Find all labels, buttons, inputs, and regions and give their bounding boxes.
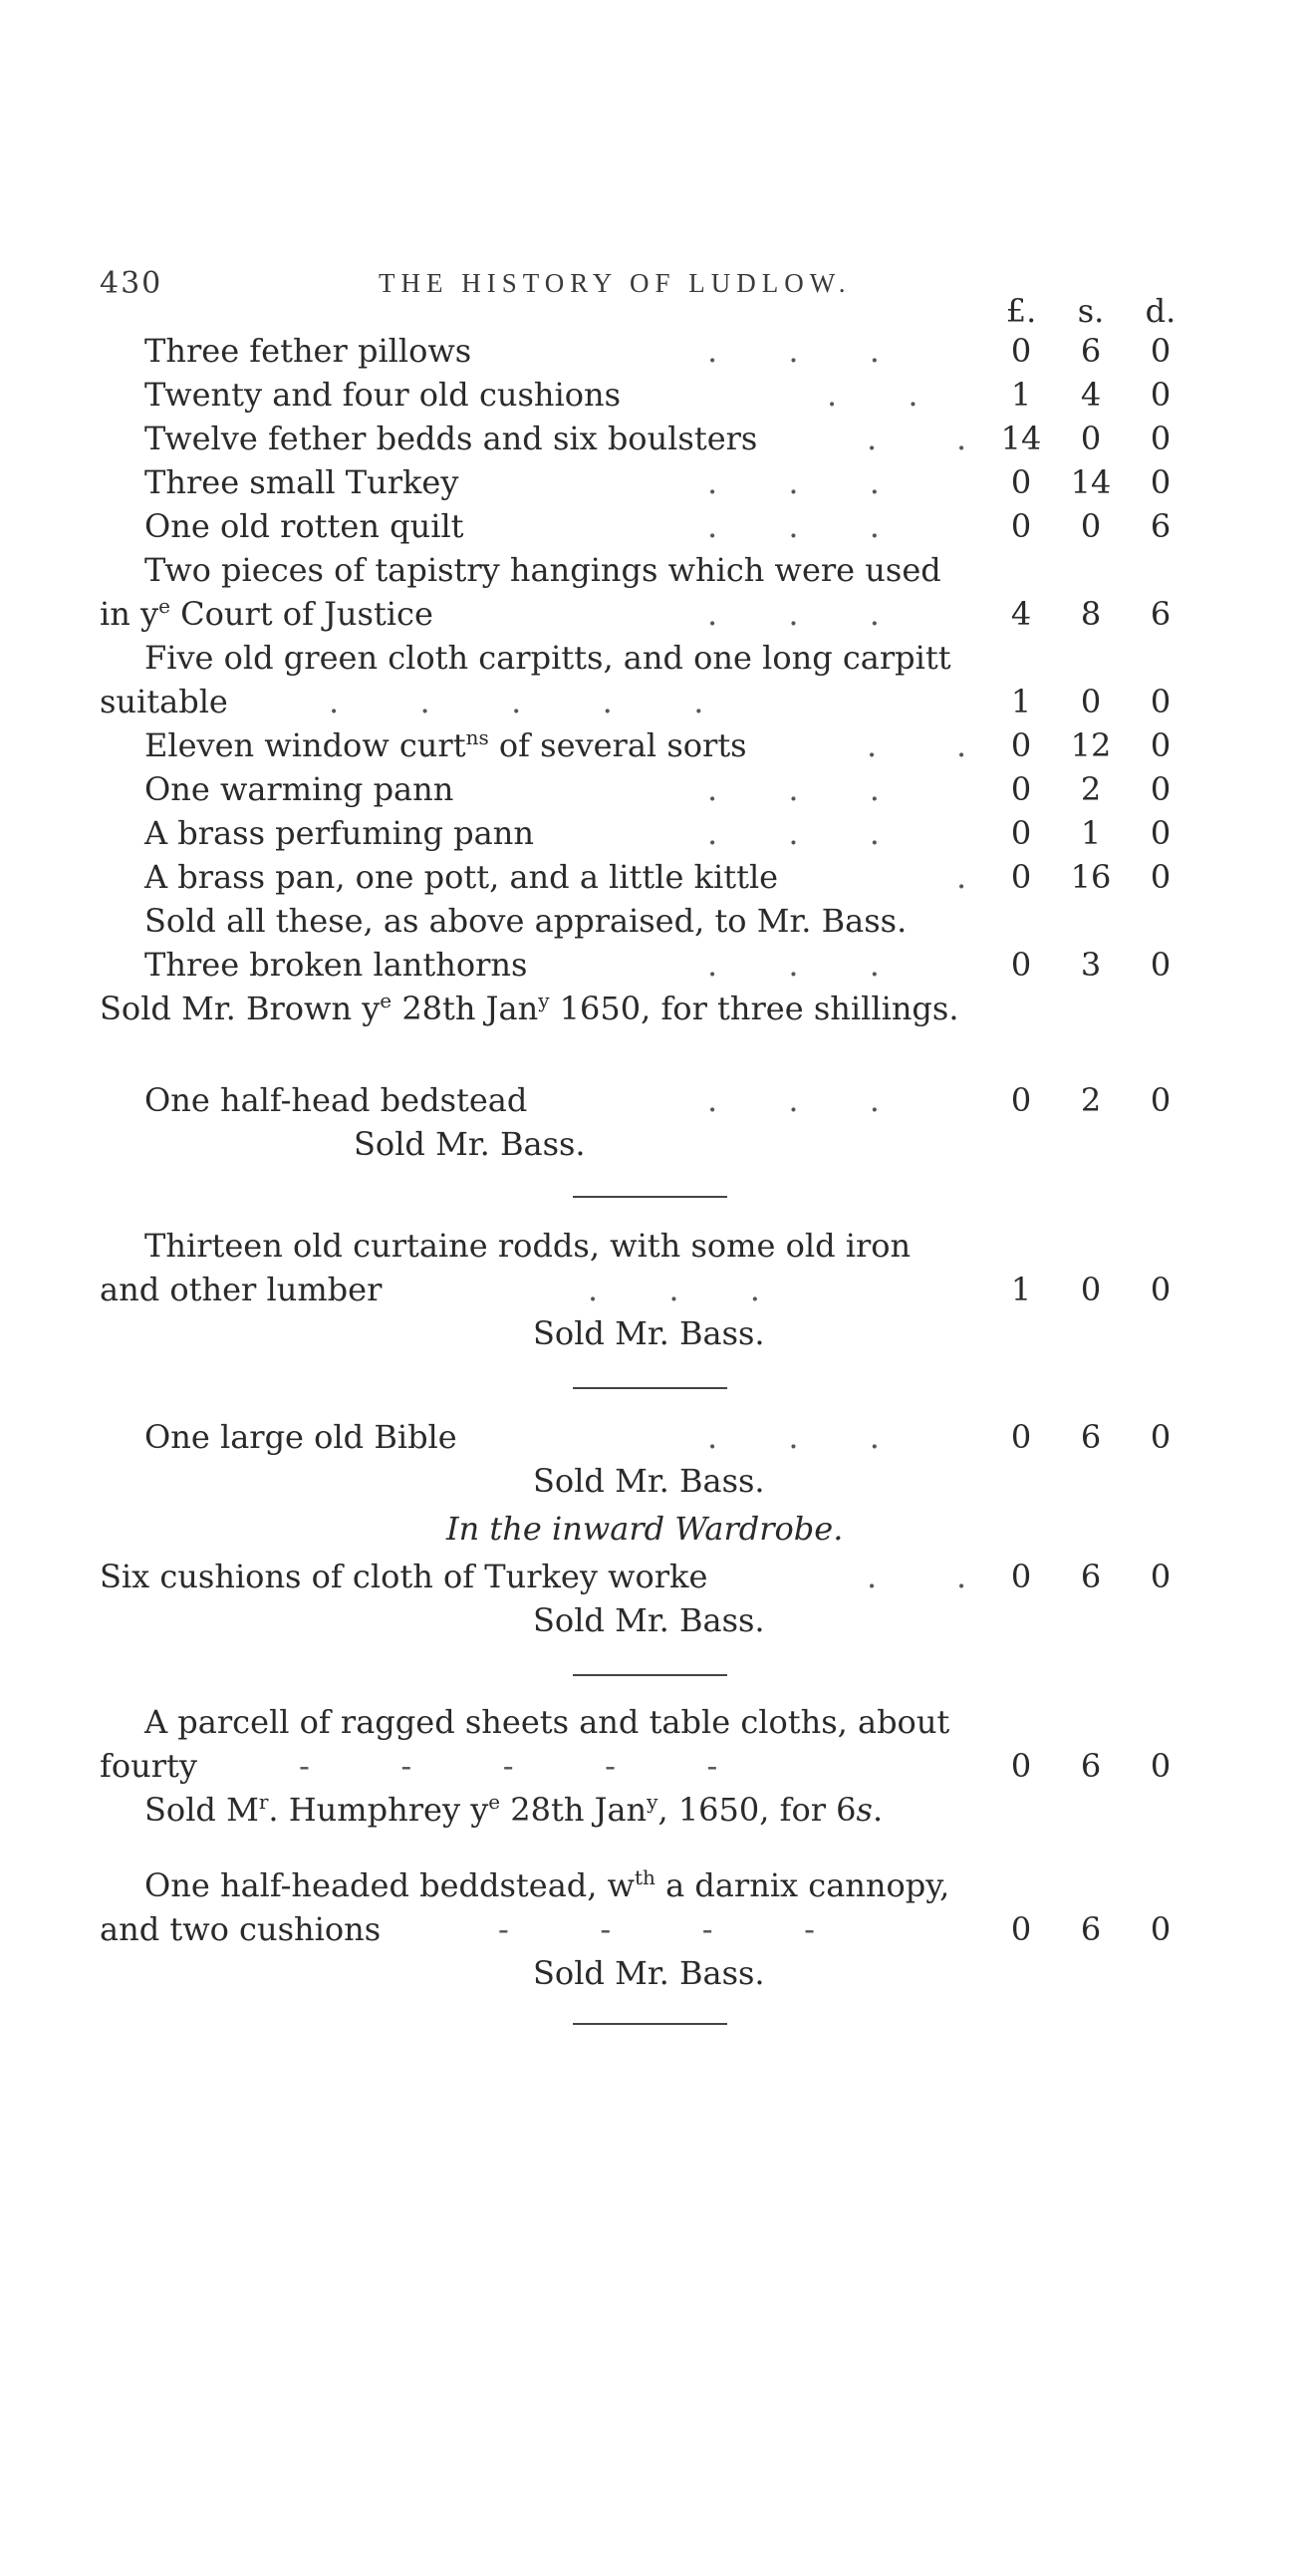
leader-dots: .	[956, 420, 967, 457]
amount-pounds: 0	[1010, 1081, 1032, 1119]
entry-text-main: One half-headed beddstead, w	[144, 1866, 635, 1904]
entry-text	[144, 723, 747, 767]
amount-shillings: 2	[1080, 1081, 1102, 1119]
entry-row	[0, 329, 1308, 373]
entry-text: Three fether pillows	[144, 332, 472, 370]
entry-text: Twelve fether bedds and six boulsters	[144, 420, 758, 457]
sold-text: , 1650, for 6	[657, 1791, 857, 1829]
sold-note: Sold Mr. Bass.	[533, 1954, 765, 1992]
section-divider	[573, 2023, 727, 2025]
amount-pounds: 0	[1010, 946, 1032, 984]
superscript: ns	[465, 725, 489, 749]
amount-shillings: 6	[1080, 1418, 1102, 1456]
sold-text: 28th Jan	[500, 1791, 648, 1829]
entry-text: A parcell of ragged sheets and table cloths, about	[144, 1703, 950, 1741]
leader-dots: .	[867, 420, 878, 457]
superscript: th	[635, 1865, 655, 1889]
entry-row	[0, 767, 1308, 811]
amount-shillings: 12	[1070, 726, 1112, 764]
amount-pounds: 0	[1010, 858, 1032, 896]
amount-shillings: 0	[1080, 683, 1102, 720]
continuation-text: Court of Justice	[180, 595, 433, 633]
amount-shillings: 0	[1080, 420, 1102, 457]
amount-pence: 0	[1150, 726, 1172, 764]
amount-pounds: 0	[1010, 1558, 1032, 1595]
superscript: e	[488, 1790, 501, 1814]
amount-pence: 0	[1150, 1747, 1172, 1785]
sold-note: Sold Mr. Bass.	[533, 1314, 765, 1352]
entry-row	[0, 1555, 1308, 1598]
amount-pounds: 1	[1010, 683, 1032, 720]
entry-text: A brass perfuming pann	[144, 814, 534, 852]
entry-text: Thirteen old curtaine rodds, with some old iron	[144, 1227, 912, 1265]
amount-pence: 0	[1150, 770, 1172, 808]
amount-shillings: 3	[1080, 946, 1102, 984]
entry-row	[0, 592, 1308, 636]
leader-dots: . . .	[707, 595, 880, 633]
amount-pence: 0	[1150, 332, 1172, 370]
amount-shillings: 8	[1080, 595, 1102, 633]
amount-pence: 0	[1150, 858, 1172, 896]
entry-text: One old rotten quilt	[144, 507, 464, 545]
superscript: y	[647, 1790, 658, 1814]
amount-pounds: 0	[1010, 463, 1032, 501]
leader-dots: . . .	[707, 770, 880, 808]
leader-dots: .	[956, 1558, 967, 1595]
entry-row	[0, 1268, 1308, 1311]
sold-text: .	[872, 1791, 884, 1829]
leader-dots: . . .	[707, 1081, 880, 1119]
leader-dots: .	[867, 726, 878, 764]
superscript: y	[538, 989, 550, 1012]
sold-note: Sold Mr. Bass.	[533, 1601, 765, 1639]
sold-note: Sold all these, as above appraised, to Mr. Bass.	[144, 902, 908, 940]
section-heading: In the inward Wardrobe.	[446, 1510, 844, 1548]
amount-pounds: 0	[1010, 1910, 1032, 1948]
continuation-text: suitable	[100, 683, 228, 720]
leader-dashes: - - - - -	[299, 1747, 718, 1785]
amount-shillings: 2	[1080, 770, 1102, 808]
page-number: 430	[100, 266, 163, 301]
amount-pounds: 0	[1010, 1747, 1032, 1785]
column-shillings: s.	[1077, 292, 1105, 330]
leader-dots: . . .	[707, 507, 880, 545]
entry-text: One warming pann	[144, 770, 454, 808]
amount-shillings: 6	[1080, 1910, 1102, 1948]
amount-pence: 0	[1150, 946, 1172, 984]
leader-dashes: - - - -	[498, 1910, 815, 1948]
entry-row	[0, 723, 1308, 767]
amount-pence: 0	[1150, 814, 1172, 852]
amount-shillings: 0	[1080, 1271, 1102, 1308]
sold-note	[144, 1788, 883, 1832]
amount-pence: 0	[1150, 1910, 1172, 1948]
leader-dots: . . . . .	[329, 683, 704, 720]
amount-pence: 6	[1150, 595, 1172, 633]
sold-note: Sold Mr. Bass.	[533, 1462, 765, 1500]
leader-dots: . . .	[588, 1271, 760, 1308]
leader-dots: . . .	[707, 1418, 880, 1456]
amount-pence: 0	[1150, 1418, 1172, 1456]
sold-text: Sold Mr. Brown y	[100, 990, 381, 1027]
continuation-text: fourty	[100, 1747, 197, 1785]
entry-row	[0, 373, 1308, 417]
amount-pounds: 0	[1010, 332, 1032, 370]
entry-row	[0, 811, 1308, 855]
entry-row	[0, 1415, 1308, 1459]
amount-pounds: 4	[1010, 595, 1032, 633]
amount-shillings: 4	[1080, 376, 1102, 414]
entry-text: One large old Bible	[144, 1418, 457, 1456]
entry-text: One half-head bedstead	[144, 1081, 528, 1119]
amount-pounds: 0	[1010, 507, 1032, 545]
entry-row	[0, 1744, 1308, 1788]
leader-dots: . . .	[707, 332, 880, 370]
entry-text: Five old green cloth carpitts, and one long carpitt	[144, 639, 951, 677]
sold-note: Sold Mr. Bass.	[354, 1125, 586, 1163]
entry-text	[144, 1863, 949, 1907]
amount-shillings: 6	[1080, 1558, 1102, 1595]
sold-text: . Humphrey y	[268, 1791, 489, 1829]
amount-pounds: 1	[1010, 376, 1032, 414]
amount-shillings: 1	[1080, 814, 1102, 852]
amount-pence: 0	[1150, 1558, 1172, 1595]
leader-dots: . . .	[707, 463, 880, 501]
superscript: e	[380, 989, 392, 1012]
entry-text: Three small Turkey	[144, 463, 459, 501]
entry-row	[0, 1078, 1308, 1122]
entry-row	[0, 855, 1308, 899]
entry-text-tail: of several sorts	[488, 726, 747, 764]
continuation-text: and two cushions	[100, 1910, 382, 1948]
amount-pounds: 0	[1010, 814, 1032, 852]
shilling-abbrev: s	[856, 1791, 873, 1829]
entry-continuation	[100, 592, 433, 636]
leader-dots: .	[956, 858, 967, 896]
continuation-text: and other lumber	[100, 1271, 383, 1308]
column-pence: d.	[1145, 292, 1177, 330]
leader-dots: . . .	[707, 946, 880, 984]
entry-row	[0, 504, 1308, 548]
in-prefix: in y	[100, 595, 159, 633]
entry-text: Twenty and four old cushions	[144, 376, 622, 414]
amount-pounds: 14	[1000, 420, 1042, 457]
running-title: THE HISTORY OF LUDLOW.	[379, 268, 852, 298]
amount-pounds: 0	[1010, 726, 1032, 764]
amount-pence: 0	[1150, 1081, 1172, 1119]
amount-shillings: 6	[1080, 1747, 1102, 1785]
amount-shillings: 14	[1070, 463, 1112, 501]
amount-shillings: 0	[1080, 507, 1102, 545]
amount-pounds: 1	[1010, 1271, 1032, 1308]
entry-row	[0, 460, 1308, 504]
amount-pence: 6	[1150, 507, 1172, 545]
leader-dots: .	[867, 1558, 878, 1595]
amount-pounds: 0	[1010, 770, 1032, 808]
entry-text: Two pieces of tapistry hangings which were used	[144, 551, 941, 589]
leader-dots: . . .	[707, 814, 880, 852]
entry-row	[0, 680, 1308, 723]
entry-row	[0, 1907, 1308, 1951]
amount-pence: 0	[1150, 463, 1172, 501]
amount-pence: 0	[1150, 1271, 1172, 1308]
section-divider	[573, 1674, 727, 1676]
leader-dots: .	[956, 726, 967, 764]
entry-row	[0, 417, 1308, 460]
section-divider	[573, 1196, 727, 1198]
section-divider	[573, 1387, 727, 1389]
amount-pounds: 0	[1010, 1418, 1032, 1456]
superscript: e	[158, 594, 170, 618]
entry-row	[0, 943, 1308, 987]
amount-shillings: 6	[1080, 332, 1102, 370]
entry-text-main: Eleven window curt	[144, 726, 466, 764]
amount-pence: 0	[1150, 376, 1172, 414]
leader-dots: . .	[827, 376, 918, 414]
superscript: r	[258, 1790, 269, 1814]
sold-text: 28th Jan	[392, 990, 539, 1027]
entry-text: A brass pan, one pott, and a little kittle	[144, 858, 779, 896]
sold-note	[100, 987, 959, 1030]
entry-text: Six cushions of cloth of Turkey worke	[100, 1558, 708, 1595]
entry-text-tail: a darnix cannopy,	[654, 1866, 950, 1904]
amount-shillings: 16	[1070, 858, 1112, 896]
amount-pence: 0	[1150, 420, 1172, 457]
sold-text: 1650, for three shillings.	[549, 990, 959, 1027]
column-pounds: £.	[1005, 292, 1037, 330]
sold-text: Sold M	[144, 1791, 259, 1829]
amount-pence: 0	[1150, 683, 1172, 720]
entry-text: Three broken lanthorns	[144, 946, 528, 984]
